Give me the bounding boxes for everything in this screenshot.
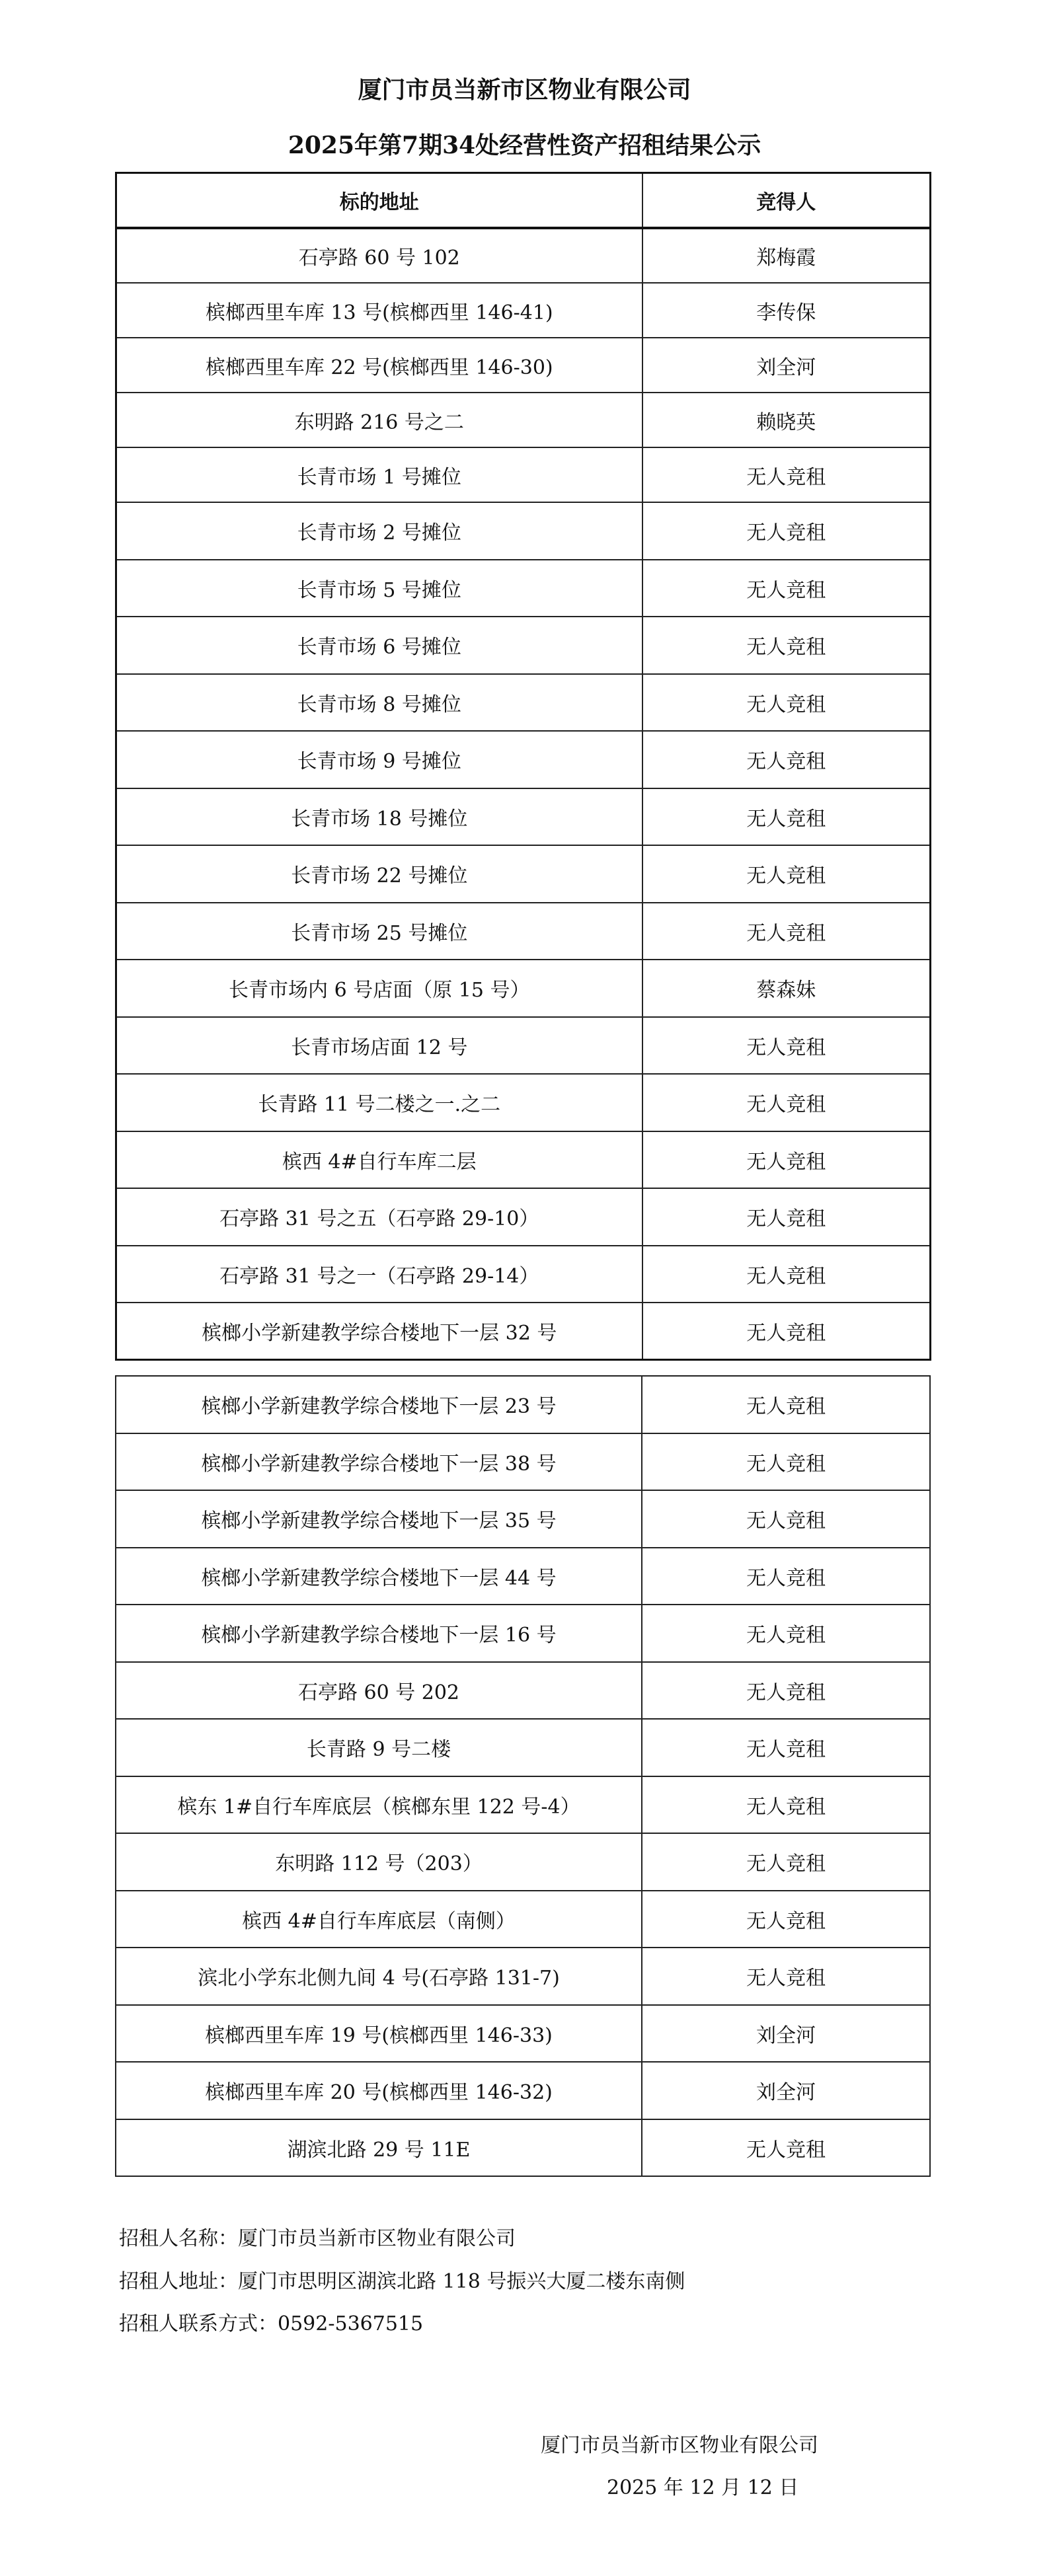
results-table-part2 — [115, 1375, 931, 2177]
winner-cell: 无人竞租 — [642, 1017, 931, 1075]
winner-cell: 郑梅霞 — [642, 228, 931, 283]
winner-cell: 无人竞租 — [642, 1376, 930, 1433]
column-header-address: 标的地址 — [116, 173, 642, 229]
address-cell: 东明路 216 号之二 — [116, 393, 642, 447]
winner-cell: 无人竞租 — [642, 2119, 930, 2177]
address-cell: 长青市场 5 号摊位 — [116, 560, 642, 617]
winner-cell: 无人竞租 — [642, 1719, 930, 1776]
address-cell: 东明路 112 号（203） — [116, 1833, 642, 1891]
winner-cell: 无人竞租 — [642, 903, 931, 960]
table-row — [116, 338, 931, 393]
address-cell: 长青市场 1 号摊位 — [116, 447, 642, 502]
address-cell: 长青市场店面 12 号 — [116, 1017, 642, 1075]
lessor-contact: 招租人联系方式：0592-5367515 — [119, 2312, 424, 2335]
winner-cell: 无人竞租 — [642, 617, 931, 674]
winner-cell: 无人竞租 — [642, 1776, 930, 1834]
table-row — [116, 1776, 930, 1834]
address-cell: 石亭路 60 号 102 — [116, 228, 642, 283]
table-row — [116, 1376, 930, 1433]
winner-cell: 无人竞租 — [642, 1246, 931, 1303]
table-row — [116, 960, 931, 1017]
winner-cell: 刘全河 — [642, 2062, 930, 2119]
address-cell: 长青市场 22 号摊位 — [116, 845, 642, 903]
address-cell: 槟榔小学新建教学综合楼地下一层 16 号 — [116, 1605, 642, 1662]
winner-cell: 无人竞租 — [642, 731, 931, 788]
table-row — [116, 2062, 930, 2119]
address-cell: 长青市场 25 号摊位 — [116, 903, 642, 960]
table-row — [116, 1131, 931, 1189]
winner-cell: 无人竞租 — [642, 1433, 930, 1491]
address-cell: 长青市场内 6 号店面（原 15 号） — [116, 960, 642, 1017]
address-cell: 长青市场 9 号摊位 — [116, 731, 642, 788]
winner-cell: 无人竞租 — [642, 1548, 930, 1605]
address-cell: 槟榔小学新建教学综合楼地下一层 23 号 — [116, 1376, 642, 1433]
table-row — [116, 502, 931, 560]
lessor-name: 招租人名称：厦门市员当新市区物业有限公司 — [119, 2227, 516, 2250]
address-cell: 石亭路 60 号 202 — [116, 1662, 642, 1720]
table-row — [116, 447, 931, 502]
table-row — [116, 845, 931, 903]
table-row — [116, 1246, 931, 1303]
winner-cell: 无人竞租 — [642, 674, 931, 732]
table-row — [116, 1833, 930, 1891]
address-cell: 长青路 9 号二楼 — [116, 1719, 642, 1776]
winner-cell: 无人竞租 — [642, 845, 931, 903]
lessor-address: 招租人地址：厦门市思明区湖滨北路 118 号振兴大厦二楼东南侧 — [119, 2270, 685, 2293]
address-cell: 长青市场 2 号摊位 — [116, 502, 642, 560]
address-cell: 长青市场 18 号摊位 — [116, 788, 642, 846]
address-cell: 槟榔西里车库 13 号(槟榔西里 146-41) — [116, 283, 642, 338]
table-row — [116, 617, 931, 674]
table-row — [116, 1490, 930, 1548]
table-header-row — [116, 173, 931, 229]
column-header-winner: 竞得人 — [642, 173, 931, 229]
table-body — [116, 1376, 930, 2176]
table-row — [116, 1548, 930, 1605]
table-body — [116, 228, 931, 1360]
winner-cell: 刘全河 — [642, 338, 931, 393]
winner-cell: 无人竞租 — [642, 1303, 931, 1360]
table-row — [116, 1605, 930, 1662]
address-cell: 槟榔小学新建教学综合楼地下一层 44 号 — [116, 1548, 642, 1605]
address-cell: 槟榔小学新建教学综合楼地下一层 32 号 — [116, 1303, 642, 1360]
table-row — [116, 903, 931, 960]
table-row — [116, 1891, 930, 1948]
company-title: 厦门市员当新市区物业有限公司 — [358, 76, 691, 104]
table-row — [116, 283, 931, 338]
address-cell: 长青路 11 号二楼之一.之二 — [116, 1074, 642, 1131]
winner-cell: 刘全河 — [642, 2005, 930, 2063]
winner-cell: 赖晓英 — [642, 393, 931, 447]
table-row — [116, 1719, 930, 1776]
table-row — [116, 1017, 931, 1075]
table-row — [116, 1188, 931, 1246]
address-cell: 长青市场 8 号摊位 — [116, 674, 642, 732]
table-row — [116, 2119, 930, 2177]
address-cell: 槟西 4#自行车库底层（南侧） — [116, 1891, 642, 1948]
winner-cell: 无人竞租 — [642, 502, 931, 560]
table-row — [116, 2005, 930, 2063]
winner-cell: 无人竞租 — [642, 1605, 930, 1662]
address-cell: 滨北小学东北侧九间 4 号(石亭路 131-7) — [116, 1948, 642, 2005]
winner-cell: 无人竞租 — [642, 1833, 930, 1891]
winner-cell: 李传保 — [642, 283, 931, 338]
winner-cell: 蔡森妹 — [642, 960, 931, 1017]
table-row — [116, 674, 931, 732]
address-cell: 槟西 4#自行车库二层 — [116, 1131, 642, 1189]
winner-cell: 无人竞租 — [642, 1188, 931, 1246]
address-cell: 槟榔小学新建教学综合楼地下一层 38 号 — [116, 1433, 642, 1491]
winner-cell: 无人竞租 — [642, 560, 931, 617]
signature-company: 厦门市员当新市区物业有限公司 — [541, 2434, 818, 2457]
address-cell: 槟榔西里车库 19 号(槟榔西里 146-33) — [116, 2005, 642, 2063]
address-cell: 槟榔西里车库 20 号(槟榔西里 146-32) — [116, 2062, 642, 2119]
table-row — [116, 560, 931, 617]
table-row — [116, 1303, 931, 1360]
table-row — [116, 1433, 930, 1491]
winner-cell: 无人竞租 — [642, 447, 931, 502]
address-cell: 石亭路 31 号之一（石亭路 29-14） — [116, 1246, 642, 1303]
address-cell: 石亭路 31 号之五（石亭路 29-10） — [116, 1188, 642, 1246]
table-row — [116, 788, 931, 846]
winner-cell: 无人竞租 — [642, 1131, 931, 1189]
table-row — [116, 1662, 930, 1720]
table-row — [116, 731, 931, 788]
signature-date: 2025 年 12 月 12 日 — [607, 2476, 799, 2499]
address-cell: 槟榔小学新建教学综合楼地下一层 35 号 — [116, 1490, 642, 1548]
winner-cell: 无人竞租 — [642, 1490, 930, 1548]
address-cell: 长青市场 6 号摊位 — [116, 617, 642, 674]
table-row — [116, 393, 931, 447]
table-row — [116, 228, 931, 283]
winner-cell: 无人竞租 — [642, 1891, 930, 1948]
table-row — [116, 1948, 930, 2005]
address-cell: 槟东 1#自行车库底层（槟榔东里 122 号-4） — [116, 1776, 642, 1834]
table-row — [116, 1074, 931, 1131]
address-cell: 湖滨北路 29 号 11E — [116, 2119, 642, 2177]
winner-cell: 无人竞租 — [642, 1948, 930, 2005]
address-cell: 槟榔西里车库 22 号(槟榔西里 146-30) — [116, 338, 642, 393]
winner-cell: 无人竞租 — [642, 788, 931, 846]
winner-cell: 无人竞租 — [642, 1662, 930, 1720]
notice-title: 2025年第7期34处经营性资产招租结果公示 — [288, 132, 761, 159]
results-table-part1 — [115, 172, 931, 1361]
winner-cell: 无人竞租 — [642, 1074, 931, 1131]
